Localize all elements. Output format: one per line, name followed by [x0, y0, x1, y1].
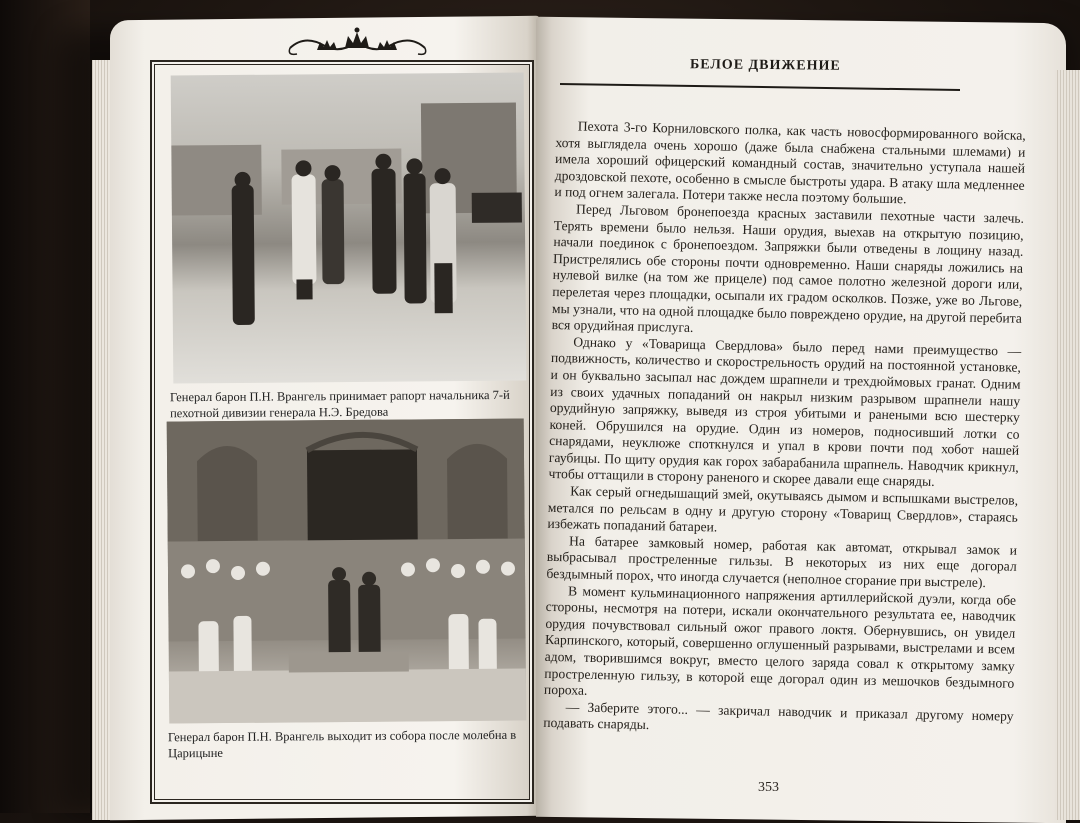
paragraph: Однако у «Товарища Свердлова» было перед нами преимущество — подвижность, количество и скорострельность орудий на постоянной установке, и он буквально засыпал нас дождем шрапнели и трехдюймовых гранат. Одним из своих удачных попаданий он накрыл низким разрывом шрапнели нашу орудийную запряжку, выведя из строя убитыми и ранеными всю шестерку коней. Обрушился на орудие. Один из номеров, подносивший лотки со снарядами, неуклюже споткнулся и упал в крови почти под хобот нашей гаубицы. По щиту орудия как горох забарабанила шрапнель. Наводчик крикнул, чтобы оттащили в сторону раненого и скорее давали еще снаряды.: [548, 334, 1022, 490]
photo-cathedral-crowd: [167, 418, 527, 723]
paragraph: Пехота 3-го Корниловского полка, как часть новосформированного войска, хотя выглядела очень хорошо (даже была снабжена стальными шлемами) и имела хороший офицерский командный состав, значительно уступала нашей дроздовской пехоте, особенно в смысле быстроты удара. В атаку шла медленнее и под огнем залегала. Потери также несла поэтому большие.: [554, 118, 1026, 207]
photo-generals-report: [171, 72, 527, 383]
crown-ornament-icon: [285, 24, 430, 62]
photo-caption-1: Генерал барон П.Н. Врангель принимает рапорт начальника 7-й пехотной дивизии генерала Н.Э. Бредова: [169, 387, 510, 421]
paragraph: На батарее замковый номер, работая как автомат, открывал замок и выбрасывал простреленные гильзы. В некоторых из них еще догорал бездымный порох, что иногда случается (неполное сгорание при выстреле).: [546, 533, 1018, 591]
head-rule-ornament-icon: [560, 80, 960, 92]
right-page-edges: [1055, 70, 1080, 820]
paragraph: В момент кульминационного напряжения артиллерийской дуэли, когда обе стороны, несмотря на потери, искали окончательного результата ее, наводчик орудия почувствовал сильный ожог правого локтя. Обернувшись, он увидел Карпинского, который, совершенно оглушенный разрывами, выстрелами и всем адом, творившимся вокруг, вместо целого заряда совал к открытому замку простреленную гильзу, в которой еще догорал один из мешочков бездымного пороха.: [543, 582, 1017, 698]
body-text: [543, 118, 1026, 742]
running-head: БЕЛОЕ ДВИЖЕНИЕ: [689, 57, 841, 74]
paragraph: Как серый огнедышащий змей, окутываясь дымом и вспышками выстрелов, метался по рельсам в одну и другую сторону «Товарищ Свердлов», стараясь избежать попаданий батареи.: [547, 483, 1019, 535]
paragraph: Перед Льговом бронепоезда красных заставили пехотные части залечь. Терять времени было нельзя. Наши орудия, выехав на открытую позицию, начали поединок с бронепоездом. Запряжки были отведены в лощину назад. Пристрелялись обе стороны почти одновременно. Наши снаряды ложились на нулевой вилке (на том же прицеле) под самое полотно железной дороги или, перелетая через площадки, осыпали их градом осколков. Позже, уже во Льгове, мы узнали, что на одной площадке было повреждено орудие, на другой перебита вся орудийная прислуга.: [551, 201, 1025, 336]
photo-caption-2: Генерал барон П.Н. Врангель выходит из собора после молебна в Царицыне: [167, 727, 517, 761]
page-number: 353: [758, 780, 779, 795]
paragraph: — Заберите этого... — закричал наводчик и приказал другому номеру подавать снаряды.: [543, 699, 1014, 733]
